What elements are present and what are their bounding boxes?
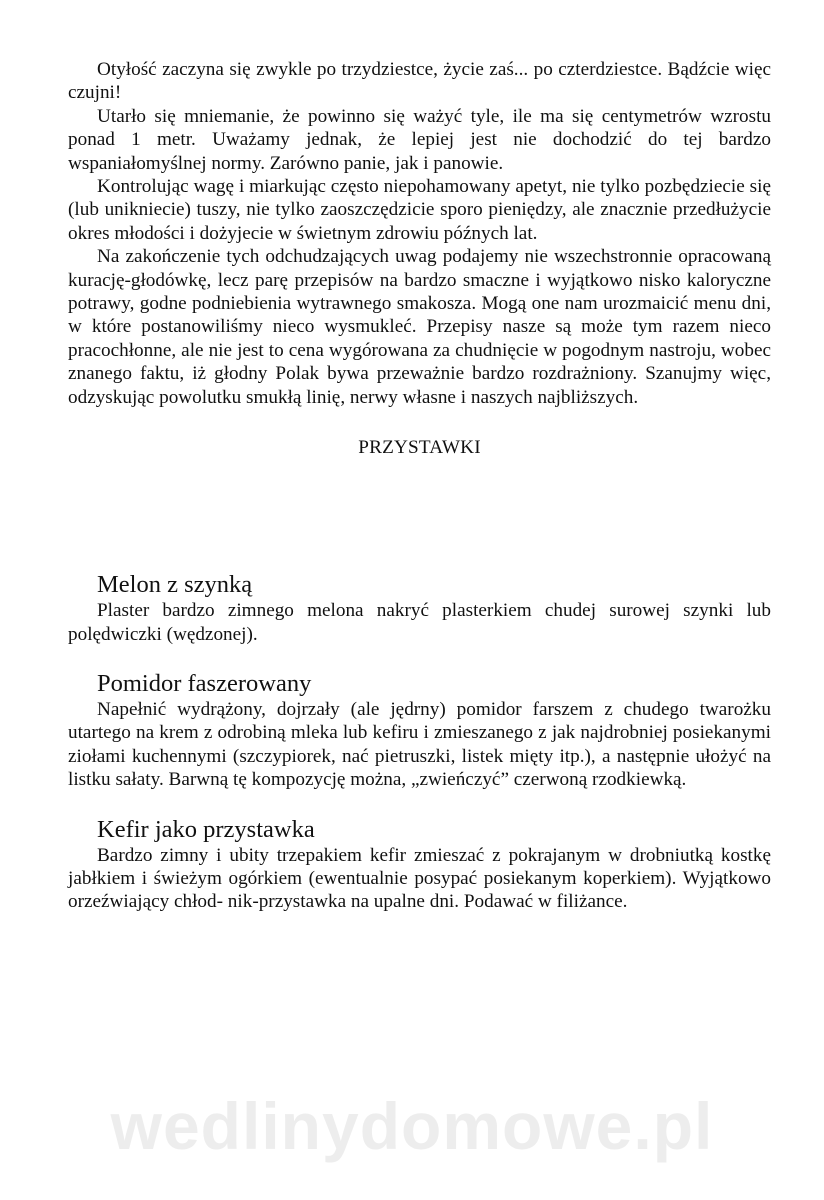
recipe-title-melon: Melon z szynką (97, 571, 253, 599)
document-page (68, 58, 771, 914)
intro-paragraph-1: Otyłość zaczyna się zwykle po trzydziestce, życie zaś... po czterdziestce. Bądźcie więc czujni! (68, 59, 771, 104)
watermark: wedlinydomowe.pl (110, 1089, 714, 1163)
recipe-text-pomidor: Napełnić wydrążony, dojrzały (ale jędrny) pomidor farszem z chudego twarożku utartego na krem z odrobiną mleka lub kefiru i zmieszanego z jak najdrobniej posiekanymi ziołami kuchennymi (szczypiorek, nać pietruszki, listek mięty itp.), a następnie ułożyć na listku sałaty. Barwną tę kompozycję można, „zwieńczyć” czerwoną rzodkiewką. (68, 698, 771, 791)
intro-paragraph-4: Na zakończenie tych odchudzających uwag podajemy nie wszechstronnie opracowaną kurację-głodówkę, lecz parę przepisów na bardzo smaczne i wyjątkowo nisko kaloryczne potrawy, godne podniebienia wytrawnego smakosza. Mogą one nam urozmaicić menu dni, w które postanowiliśmy nieco wysmukleć. Przepisy nasze są może tym razem nieco pracochłonne, ale nie jest to cena wygórowana za chudnięcie w pogodnym nastroju, wobec znanego faktu, iż głodny Polak bywa przeważnie bardzo rozdrażniony. Szanujmy więc, odzyskując powolutku smukłą linię, nerwy własne i naszych najbliższych. (68, 246, 771, 408)
intro-paragraph-2: Utarło się mniemanie, że powinno się ważyć tyle, ile ma się centymetrów wzrostu ponad 1 metr. Uważamy jednak, że lepiej jest nie dochodzić do tej bardzo wspaniałomyślnej normy. Zarówno panie, jak i panowie. (68, 105, 771, 174)
intro-paragraph-3: Kontrolując wagę i miarkując często niepohamowany apetyt, nie tylko pozbędziecie się (lub unikniecie) tuszy, nie tylko zaoszczędzicie sporo pieniędzy, ale znacznie przedłużycie okres młodości i dożyjecie w świetnym zdrowiu późnych lat. (68, 176, 771, 244)
recipe-title-kefir: Kefir jako przystawka (97, 815, 315, 843)
section-title: PRZYSTAWKI (358, 437, 481, 459)
recipe-text-melon: Plaster bardzo zimnego melona nakryć plasterkiem chudej surowej szynki lub polędwiczki (wędzonej). (68, 600, 771, 645)
recipe-title-pomidor: Pomidor faszerowany (97, 669, 312, 697)
recipe-text-kefir: Bardzo zimny i ubity trzepakiem kefir zmieszać z pokrajanym w drobniutką kostkę jabłkiem i świeżym ogórkiem (ewentualnie posypać posiekanym koperkiem). Wyjątkowo orzeźwiający chłod- nik-przystawka na upalne dni. Podawać w filiżance. (68, 844, 771, 913)
